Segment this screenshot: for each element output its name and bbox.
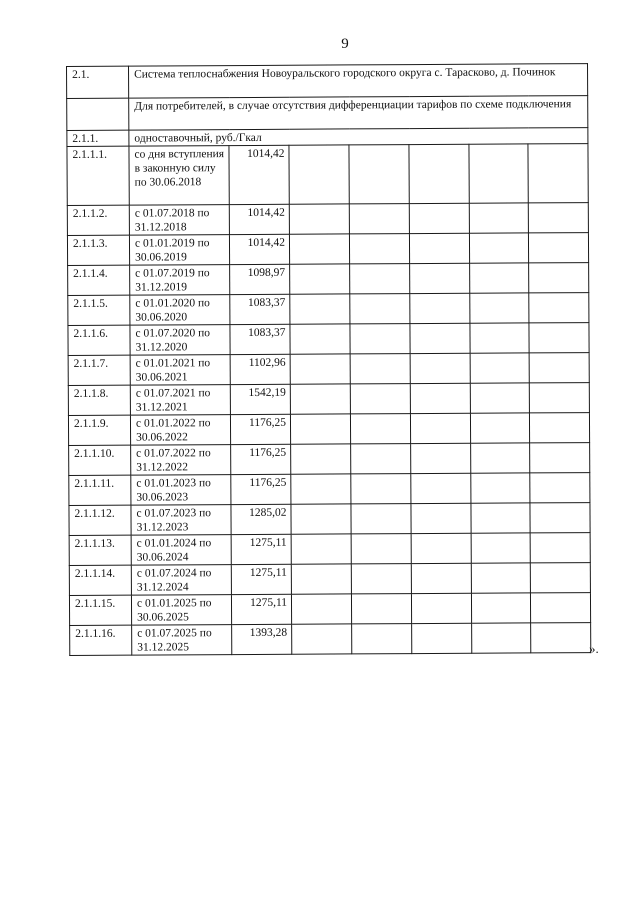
empty-cell: [471, 563, 530, 593]
tariff-row: [69, 473, 590, 506]
tariff-row: [68, 293, 589, 326]
empty-cell: [290, 414, 350, 444]
empty-cell: [529, 353, 589, 383]
empty-cell: [349, 204, 409, 234]
empty-cell: [350, 414, 410, 444]
empty-cell: [291, 564, 351, 594]
empty-cell: [531, 623, 591, 653]
empty-cell: [291, 474, 351, 504]
empty-cell: [351, 534, 411, 564]
row-number: 2.1.1.16.: [70, 625, 132, 655]
empty-cell: [289, 204, 349, 234]
row-tariff-value: 1393,28: [232, 624, 292, 654]
tariff-row: [68, 353, 589, 386]
empty-cell: [411, 533, 471, 563]
section-number: 2.1.: [67, 66, 129, 98]
row-period: с 01.07.2023 по 31.12.2023: [131, 505, 231, 536]
empty-cell: [409, 203, 469, 233]
empty-cell: [471, 443, 530, 473]
section-row: [67, 64, 588, 99]
row-period: с 01.07.2021 по 31.12.2021: [130, 385, 230, 416]
empty-cell: [351, 474, 411, 504]
closing-quote-mark: ».: [589, 641, 599, 656]
empty-cell: [410, 413, 470, 443]
empty-cell: [351, 504, 411, 534]
empty-cell: [470, 353, 529, 383]
row-tariff-value: 1014,42: [229, 234, 289, 264]
empty-cell: [291, 504, 351, 534]
tariff-row: [67, 203, 588, 236]
row-tariff-value: 1098,97: [230, 264, 290, 294]
row-period: с 01.07.2019 по 31.12.2019: [130, 265, 230, 296]
row-period: с 01.07.2020 по 31.12.2020: [130, 325, 230, 356]
empty-cell: [291, 594, 351, 624]
tariff-row: [69, 563, 590, 596]
section-subtitle: Для потребителей, в случае отсутствия дифференциации тарифов по схеме подключения: [129, 96, 588, 131]
empty-cell: [290, 264, 350, 294]
page-number: 9: [341, 36, 349, 52]
row-tariff-value: 1083,37: [230, 294, 290, 324]
empty-cell: [411, 503, 471, 533]
row-period: с 01.01.2020 по 30.06.2020: [130, 295, 230, 326]
empty-cell: [411, 473, 471, 503]
row-number: 2.1.1.4.: [68, 265, 130, 295]
row-period: с 01.01.2019 по 30.06.2019: [129, 235, 229, 266]
row-period: с 01.01.2024 по 30.06.2024: [131, 535, 231, 566]
empty-cell: [528, 144, 588, 203]
row-number: 2.1.1.8.: [68, 385, 130, 415]
row-tariff-value: 1014,42: [229, 204, 289, 234]
empty-cell: [529, 383, 589, 413]
subtitle-row: [67, 96, 588, 131]
empty-cell: [530, 443, 590, 473]
empty-cell: [470, 263, 529, 293]
row-number: 2.1.1.14.: [69, 565, 131, 595]
empty-cell: [529, 263, 589, 293]
tariff-row: [68, 383, 589, 416]
empty-cell: [471, 473, 530, 503]
empty-cell: [471, 503, 530, 533]
empty-cell: [289, 234, 349, 264]
row-tariff-value: 1176,25: [231, 474, 291, 504]
tariff-row: [68, 413, 589, 446]
empty-cell: [470, 293, 529, 323]
empty-cell: [290, 354, 350, 384]
empty-cell: [470, 383, 529, 413]
tariff-row: [69, 443, 590, 476]
empty-cell: [410, 323, 470, 353]
empty-cell: [530, 473, 590, 503]
empty-cell: [291, 444, 351, 474]
tariff-type-number: 2.1.1.: [67, 130, 129, 146]
subtitle-number-cell: [67, 98, 129, 130]
row-number: 2.1.1.11.: [69, 475, 131, 505]
row-period: с 01.01.2022 по 30.06.2022: [130, 415, 230, 446]
row-tariff-value: 1275,11: [231, 594, 291, 624]
row-number: 2.1.1.15.: [69, 595, 131, 625]
empty-cell: [349, 234, 409, 264]
empty-cell: [528, 203, 588, 233]
row-tariff-value: 1083,37: [230, 324, 290, 354]
row-number: 2.1.1.1.: [67, 146, 129, 205]
empty-cell: [469, 144, 528, 203]
tariff-row: [69, 503, 590, 536]
row-number: 2.1.1.2.: [67, 205, 129, 235]
empty-cell: [411, 443, 471, 473]
empty-cell: [350, 294, 410, 324]
tariff-row: [67, 233, 588, 266]
empty-cell: [350, 384, 410, 414]
row-number: 2.1.1.3.: [67, 235, 129, 265]
empty-cell: [530, 533, 590, 563]
tariff-row: [70, 623, 591, 656]
tariff-row: [69, 593, 590, 626]
tariff-row: [68, 323, 589, 356]
tariff-type-label: одноставочный, руб./Гкал: [129, 128, 588, 147]
empty-cell: [289, 145, 349, 204]
empty-cell: [530, 593, 590, 623]
row-number: 2.1.1.6.: [68, 325, 130, 355]
empty-cell: [290, 324, 350, 354]
empty-cell: [470, 323, 529, 353]
row-period: с 01.01.2021 по 30.06.2021: [130, 355, 230, 386]
empty-cell: [351, 594, 411, 624]
empty-cell: [349, 145, 409, 204]
empty-cell: [471, 533, 530, 563]
row-number: 2.1.1.12.: [69, 505, 131, 535]
empty-cell: [412, 623, 472, 653]
empty-cell: [409, 144, 469, 203]
empty-cell: [292, 624, 352, 654]
empty-cell: [409, 233, 469, 263]
empty-cell: [528, 233, 588, 263]
empty-cell: [290, 294, 350, 324]
empty-cell: [529, 323, 589, 353]
empty-cell: [530, 503, 590, 533]
row-period: с 01.07.2018 по 31.12.2018: [129, 205, 229, 236]
empty-cell: [529, 293, 589, 323]
empty-cell: [290, 384, 350, 414]
tariff-table: [66, 63, 591, 656]
empty-cell: [351, 444, 411, 474]
empty-cell: [410, 263, 470, 293]
row-tariff-value: 1176,25: [230, 414, 290, 444]
row-number: 2.1.1.10.: [69, 445, 131, 475]
empty-cell: [410, 383, 470, 413]
empty-cell: [410, 353, 470, 383]
row-tariff-value: 1285,02: [231, 504, 291, 534]
empty-cell: [351, 564, 411, 594]
row-period: с 01.07.2022 по 31.12.2022: [131, 445, 231, 476]
empty-cell: [410, 293, 470, 323]
empty-cell: [469, 203, 528, 233]
empty-cell: [529, 413, 589, 443]
empty-cell: [470, 413, 529, 443]
row-tariff-value: 1014,42: [229, 145, 289, 204]
empty-cell: [411, 593, 471, 623]
empty-cell: [352, 624, 412, 654]
row-number: 2.1.1.9.: [68, 415, 130, 445]
empty-cell: [291, 534, 351, 564]
row-tariff-value: 1542,19: [230, 384, 290, 414]
empty-cell: [472, 623, 531, 653]
empty-cell: [469, 233, 528, 263]
row-number: 2.1.1.7.: [68, 355, 130, 385]
row-number: 2.1.1.5.: [68, 295, 130, 325]
section-title: Система теплоснабжения Новоуральского городского округа с. Тарасково, д. Починок: [129, 64, 588, 99]
empty-cell: [471, 593, 530, 623]
row-period: со дня вступления в законную силу по 30.06.2018: [129, 146, 229, 206]
empty-cell: [350, 324, 410, 354]
row-tariff-value: 1102,96: [230, 354, 290, 384]
row-period: с 01.07.2024 по 31.12.2024: [131, 565, 231, 596]
tariff-row: [68, 263, 589, 296]
row-period: с 01.07.2025 по 31.12.2025: [132, 625, 232, 656]
row-tariff-value: 1275,11: [231, 564, 291, 594]
row-period: с 01.01.2023 по 30.06.2023: [131, 475, 231, 506]
empty-cell: [530, 563, 590, 593]
empty-cell: [350, 354, 410, 384]
row-period: с 01.01.2025 по 30.06.2025: [131, 595, 231, 626]
row-tariff-value: 1176,25: [231, 444, 291, 474]
tariff-row: [69, 533, 590, 566]
row-number: 2.1.1.13.: [69, 535, 131, 565]
tariff-row: [67, 144, 588, 206]
row-tariff-value: 1275,11: [231, 534, 291, 564]
empty-cell: [411, 563, 471, 593]
empty-cell: [350, 264, 410, 294]
